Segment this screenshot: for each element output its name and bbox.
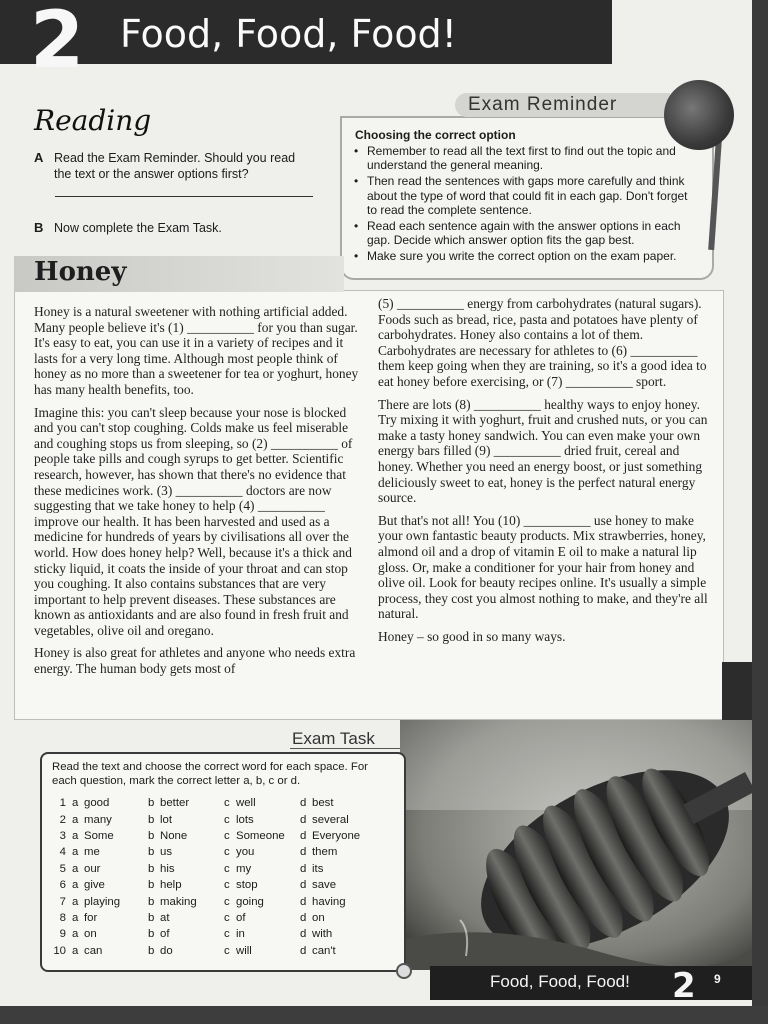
option-word: going [236, 895, 264, 908]
option-letter: b [148, 895, 155, 908]
option-word: best [312, 797, 334, 810]
article-paragraph: (5) __________ energy from carbohydrates (natural sugars). Foods such as bread, rice, pasta and potatoes have plenty of carbohydrates. Honey also contains a lot of them. Carbohydrates are necessary for athletes to (6) __________ them keep going when they are training, so it's a good idea to eat honey before exercising, or (7) __________ sport. [378, 296, 707, 389]
option-letter: a [72, 813, 79, 826]
option-letter: d [300, 846, 307, 859]
option-word: making [160, 895, 197, 908]
option-word: on [312, 911, 325, 924]
option-word: me [84, 846, 100, 859]
option-word: his [160, 862, 175, 875]
option-letter: b [148, 879, 155, 892]
question-number: 2 [59, 813, 66, 826]
question-number: 5 [59, 862, 66, 875]
option-word: well [236, 797, 256, 810]
option-word: lot [160, 813, 173, 826]
option-letter: d [300, 895, 307, 908]
reading-section-title: Reading [34, 104, 152, 137]
task-a-letter: A [34, 150, 44, 165]
heading-underline [290, 748, 400, 749]
option-letter: b [148, 862, 155, 875]
article-paragraph: There are lots (8) __________ healthy ways to enjoy honey. Try mixing it with yoghurt, fruit and crushed nuts, or you can make a tasty honey sandwich. You can even make your own energy bars filled (9) __________ dried fruit, cereal and honey. Whether you need an energy boost, or just something deliciously sweet to eat, honey is the perfect natural energy source. [378, 396, 708, 506]
option-word: can't [312, 944, 336, 957]
exam-reminder-list [352, 144, 697, 266]
unit-number: 2 [30, 0, 83, 86]
option-letter: c [224, 879, 230, 892]
option-letter: c [224, 829, 230, 842]
question-number: 10 [53, 944, 66, 957]
option-letter: d [300, 911, 307, 924]
option-word: playing [84, 895, 121, 908]
option-word: you [236, 846, 255, 859]
option-letter: b [148, 846, 155, 859]
option-letter: c [224, 911, 230, 924]
question-number: 4 [59, 846, 66, 859]
option-letter: a [72, 862, 79, 875]
option-word: them [312, 846, 338, 859]
page-edge-shadow [752, 0, 768, 1024]
option-letter: d [300, 928, 307, 941]
option-word: Someone [236, 829, 285, 842]
exam-task-question-row [52, 844, 397, 860]
option-word: us [160, 846, 173, 859]
exam-reminder-label: Exam Reminder [468, 94, 618, 115]
option-word: on [84, 928, 97, 941]
option-letter: a [72, 911, 79, 924]
option-word: save [312, 879, 337, 892]
option-letter: a [72, 879, 79, 892]
page-bottom-edge [0, 1006, 768, 1024]
option-word: of [236, 911, 246, 924]
exam-reminder-heading: Choosing the correct option [355, 128, 516, 142]
option-letter: d [300, 862, 307, 875]
reminder-bullet: • Remember to read all the text first to find out the topic and understand the general meaning. [352, 144, 697, 172]
option-word: better [160, 797, 190, 810]
option-letter: a [72, 797, 79, 810]
option-word: at [160, 911, 170, 924]
article-paragraph: But that's not all! You (10) __________ use honey to make your own fantastic beauty products. Mix strawberries, honey, almond oil and a drop of vitamin E oil to make a natural lip gloss. Or, make a conditioner for your hair from honey and olive oil. Look for beauty recipes online. It's usually a simple process, they cost you almost nothing to make, and they're all natural. [378, 512, 708, 622]
option-word: will [236, 944, 252, 957]
question-number: 6 [59, 879, 66, 892]
option-letter: b [148, 829, 155, 842]
answer-line [55, 196, 313, 197]
option-letter: c [224, 895, 230, 908]
option-letter: a [72, 846, 79, 859]
option-word: of [160, 928, 170, 941]
task-b-text: Now complete the Exam Task. [54, 221, 222, 235]
option-letter: b [148, 944, 155, 957]
option-word: several [312, 813, 349, 826]
option-word: in [236, 928, 245, 941]
option-word: many [84, 813, 112, 826]
option-letter: b [148, 911, 155, 924]
task-a [34, 150, 334, 182]
option-word: good [84, 797, 110, 810]
article-paragraph: Honey – so good in so many ways. [378, 628, 566, 644]
question-number: 1 [59, 797, 66, 810]
article-title: Honey [34, 257, 127, 287]
option-word: do [160, 944, 173, 957]
exam-task-question-row [52, 910, 397, 926]
option-word: having [312, 895, 346, 908]
option-letter: a [72, 944, 79, 957]
option-letter: b [148, 797, 155, 810]
option-word: lots [236, 813, 254, 826]
exam-task-question-row [52, 926, 397, 942]
exam-task-question-row [52, 861, 397, 877]
option-letter: d [300, 879, 307, 892]
option-letter: c [224, 862, 230, 875]
option-letter: b [148, 928, 155, 941]
option-word: None [160, 829, 188, 842]
task-b [34, 220, 334, 236]
option-word: can [84, 944, 103, 957]
page-number: 9 [714, 972, 721, 986]
option-word: with [312, 928, 333, 941]
option-word: our [84, 862, 101, 875]
honey-dipper-photo [400, 720, 752, 970]
article-paragraph: Honey is also great for athletes and anyone who needs extra energy. The human body gets most of [34, 645, 356, 677]
exam-task-heading: Exam Task [292, 729, 375, 748]
option-letter: a [72, 928, 79, 941]
option-letter: b [148, 813, 155, 826]
option-letter: d [300, 797, 307, 810]
option-word: stop [236, 879, 258, 892]
question-number: 3 [59, 829, 66, 842]
footer-title: Food, Food, Food! [490, 972, 630, 991]
article-column-left [34, 304, 360, 684]
option-word: my [236, 862, 252, 875]
question-number: 9 [59, 928, 66, 941]
exam-task-question-row [52, 828, 397, 844]
box-corner-decoration [396, 963, 412, 979]
option-word: give [84, 879, 105, 892]
option-word: its [312, 862, 324, 875]
article-paragraph: Honey is a natural sweetener with nothing artificial added. Many people believe it's (1) __________ for you than sugar. It's easy to eat, you can use it in a variety of recipes and it lasts for a very long time. Although most people think of honey as no more than a sweetener for tea or yoghurt, honey has many health benefits, too. [34, 304, 359, 397]
reminder-bullet: • Then read the sentences with gaps more carefully and think about the type of word that could fit in each gap. Don't forget to read the complete sentence. [352, 174, 697, 217]
option-letter: c [224, 928, 230, 941]
photo-shadow [722, 662, 752, 722]
option-word: for [84, 911, 98, 924]
question-number: 7 [59, 895, 66, 908]
footer-unit-number: 2 [672, 966, 696, 1006]
option-word: help [160, 879, 182, 892]
option-letter: c [224, 797, 230, 810]
task-b-letter: B [34, 220, 44, 235]
unit-title: Food, Food, Food! [120, 12, 457, 56]
exam-task-instructions: Read the text and choose the correct word for each space. For each question, mark the correct letter a, b, c or d. [52, 761, 368, 787]
reminder-bullet: • Make sure you write the correct option on the exam paper. [352, 249, 697, 263]
exam-task-options [52, 795, 397, 959]
task-a-text: Read the Exam Reminder. Should you read the text or the answer options first? [54, 151, 296, 181]
article-column-right [378, 296, 708, 651]
leaf-icon [664, 80, 734, 150]
option-letter: d [300, 813, 307, 826]
reminder-bullet: • Read each sentence again with the answer options in each gap. Decide which answer option fits the gap best. [352, 219, 697, 247]
exam-task-question-row [52, 893, 397, 909]
option-letter: c [224, 846, 230, 859]
option-letter: d [300, 829, 307, 842]
option-letter: d [300, 944, 307, 957]
option-letter: a [72, 895, 79, 908]
article-paragraph: Imagine this: you can't sleep because your nose is blocked and you can't stop coughing. Colds make us feel miserable and coughing stops us from sleeping, so (2) __________ of people take pills and cough syrups to get better. Scientific research, however, has shown that there's no evidence that these medicines work. (3) __________ doctors are now suggesting that we take honey to help (4) __________ improve our health. It has been harvested and used as a medicine for hundreds of years by civilisations all over the world. How does honey help? Well, because it's a thick and sticky liquid, it coats the inside of your throat and can stop you coughing. It also contains substances that are very important to help prevent diseases. These substances are known as antioxidants and are also found in fresh fruit and vegetables, olive oil and oregano. [34, 404, 353, 638]
option-letter: c [224, 813, 230, 826]
exam-task-question-row [52, 811, 397, 827]
exam-task-question-row [52, 877, 397, 893]
exam-task-question-row [52, 795, 397, 811]
question-number: 8 [59, 911, 66, 924]
option-letter: c [224, 944, 230, 957]
option-word: Everyone [312, 829, 361, 842]
option-letter: a [72, 829, 79, 842]
option-word: Some [84, 829, 114, 842]
exam-task-question-row [52, 943, 397, 959]
